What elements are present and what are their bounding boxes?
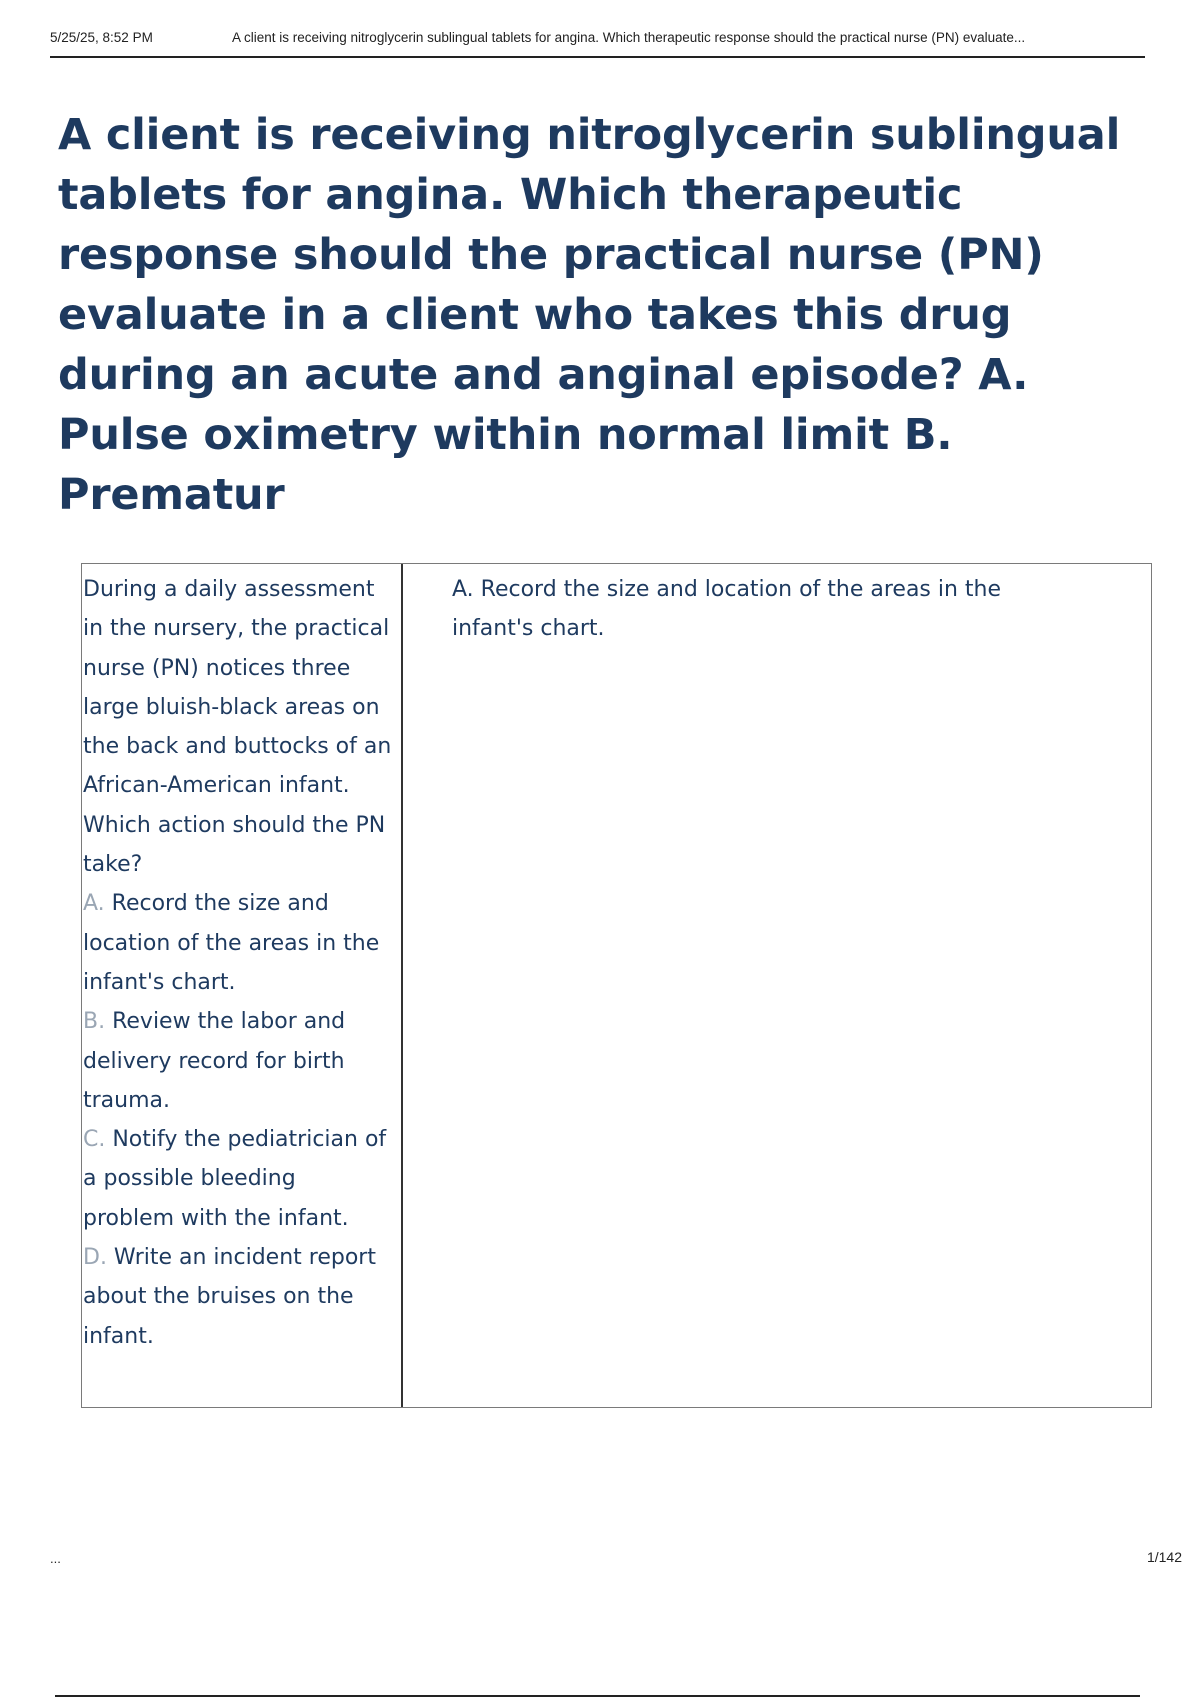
option-c <box>83 1120 393 1238</box>
question-cell <box>82 564 403 1407</box>
footer-url-ellipsis: ... <box>50 1551 61 1566</box>
page-number: 1/142 <box>1146 1549 1182 1565</box>
option-text: Write an incident report about the bruises on the infant. <box>83 1245 376 1349</box>
answer-cell <box>403 564 1151 1407</box>
option-letter: A. <box>83 891 105 917</box>
bottom-divider <box>55 1695 1140 1697</box>
answer-text: A. Record the size and location of the areas in the infant's chart. <box>452 577 1002 642</box>
option-text: Record the size and location of the areas in the infant's chart. <box>83 891 380 995</box>
header-doc-title: A client is receiving nitroglycerin sublingual tablets for angina. Which therapeutic response should the practical nurse (PN) evaluate... <box>232 30 1026 45</box>
question-text: During a daily assessment in the nursery, the practical nurse (PN) notices three large bluish-black areas on the back and buttocks of an African-American infant. Which action should the PN take? <box>83 577 392 878</box>
option-d <box>83 1238 393 1356</box>
option-text: Review the labor and delivery record for birth trauma. <box>83 1009 346 1113</box>
question-answer-table <box>81 563 1152 1408</box>
option-a <box>83 884 393 1002</box>
option-letter: D. <box>83 1245 107 1271</box>
print-datetime: 5/25/25, 8:52 PM <box>50 30 153 45</box>
option-text: Notify the pediatrician of a possible bleeding problem with the infant. <box>83 1127 387 1231</box>
page-title: A client is receiving nitroglycerin sublingual tablets for angina. Which therapeutic response should the practical nurse (PN) evaluate in a client who takes this drug during an acute and anginal episode? A. Pulse oximetry within normal limit B. Prematur <box>58 110 1121 520</box>
page-header <box>50 30 1145 58</box>
option-letter: C. <box>83 1127 106 1153</box>
option-letter: B. <box>83 1009 106 1035</box>
option-b <box>83 1002 393 1120</box>
